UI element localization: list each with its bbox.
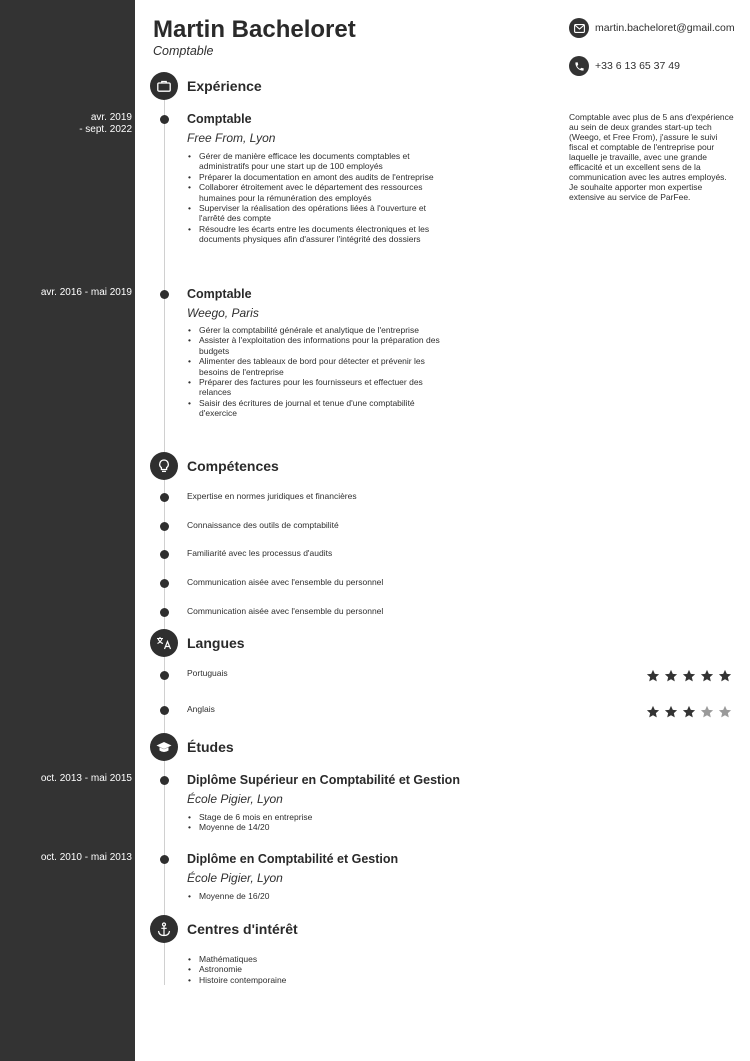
language-name: Portuguais [187, 668, 228, 678]
star-empty-icon [700, 705, 714, 719]
list-item: • Assister à l'exploitation des informations pour la préparation des budgets [187, 335, 442, 356]
list-item: • Moyenne de 16/20 [187, 891, 447, 901]
edu1-date: oct. 2013 - mai 2015 [40, 773, 132, 784]
star-filled-icon [664, 669, 678, 683]
skill-dot [160, 608, 169, 617]
edu2-school: École Pigier, Lyon [187, 871, 283, 885]
star-empty-icon [718, 705, 732, 719]
list-item: • Mathématiques [187, 954, 447, 964]
list-item: • Saisir des écritures de journal et tenue d'une comptabilité d'exercice [187, 398, 442, 419]
skill-dot [160, 579, 169, 588]
edu2-bullets [187, 891, 447, 901]
skill-dot [160, 522, 169, 531]
phone-number[interactable]: +33 6 13 65 37 49 [595, 60, 680, 72]
list-item: • Préparer des factures pour les fournisseurs et effectuer des relances [187, 377, 442, 398]
language-dot [160, 706, 169, 715]
exp2-title: Comptable [187, 287, 252, 301]
skill-dot [160, 550, 169, 559]
skill-item: Connaissance des outils de comptabilité [187, 520, 339, 530]
exp1-company: Free From, Lyon [187, 131, 276, 145]
lightbulb-icon [150, 452, 178, 480]
briefcase-icon [150, 72, 178, 100]
language-dot [160, 671, 169, 680]
timeline-line [164, 100, 165, 985]
edu1-school: École Pigier, Lyon [187, 792, 283, 806]
list-item: • Superviser la réalisation des opérations liées à l'ouverture et l'arrêté des compte [187, 203, 449, 224]
list-item: • Gérer la comptabilité générale et analytique de l'entreprise [187, 325, 442, 335]
edu2-timeline-dot [160, 855, 169, 864]
list-item: • Préparer la documentation en amont des audits de l'entreprise [187, 172, 449, 182]
languages-heading: Langues [187, 635, 245, 651]
list-item: • Alimenter des tableaux de bord pour détecter et prévenir les besoins de l'entreprise [187, 356, 442, 377]
list-item: • Astronomie [187, 964, 447, 974]
star-filled-icon [646, 669, 660, 683]
candidate-name: Martin Bacheloret [153, 16, 356, 43]
profile-summary: Comptable avec plus de 5 ans d'expérience au sein de deux grandes start-up tech (Weego, et Free From), j'assure le suivi fiscal et comptable de l'entreprise pour laquelle je travaille, avec une grande efficacité et un excellent sens de la communication avec les autres employés. Je souhaite apporter mon expertise extensive au service de ParFee. [569, 112, 734, 202]
translate-icon [150, 629, 178, 657]
list-item: • Collaborer étroitement avec le département des ressources humaines pour la rémunération des employés [187, 182, 449, 203]
skill-item: Expertise en normes juridiques et financières [187, 491, 357, 501]
star-filled-icon [664, 705, 678, 719]
star-filled-icon [718, 669, 732, 683]
list-item: • Stage de 6 mois en entreprise [187, 812, 447, 822]
exp1-timeline-dot [160, 115, 169, 124]
star-filled-icon [646, 705, 660, 719]
edu2-title: Diplôme en Comptabilité et Gestion [187, 852, 399, 866]
interests-list [187, 954, 447, 985]
list-item: • Résoudre les écarts entre les documents électroniques et les documents physiques afin d'assurer l'intégrité des dossiers [187, 224, 449, 245]
interests-heading: Centres d'intérêt [187, 921, 298, 937]
skill-dot [160, 493, 169, 502]
list-item: • Gérer de manière efficace les documents comptables et administratifs pour une start up de 100 employés [187, 151, 449, 172]
skill-item: Communication aisée avec l'ensemble du personnel [187, 606, 384, 616]
edu2-date: oct. 2010 - mai 2013 [40, 852, 132, 863]
star-filled-icon [682, 669, 696, 683]
language-name: Anglais [187, 704, 215, 714]
left-sidebar [0, 0, 135, 1061]
email-address[interactable]: martin.bacheloret@gmail.com [595, 22, 735, 34]
edu1-bullets [187, 812, 447, 833]
exp1-title: Comptable [187, 112, 252, 126]
exp2-company: Weego, Paris [187, 306, 259, 320]
exp2-bullets [187, 325, 442, 419]
skills-heading: Compétences [187, 458, 279, 474]
exp2-timeline-dot [160, 290, 169, 299]
education-heading: Études [187, 739, 234, 755]
language-rating-stars [642, 705, 732, 719]
exp1-bullets [187, 151, 449, 245]
exp2-date: avr. 2016 - mai 2019 [40, 287, 132, 298]
experience-heading: Expérience [187, 78, 262, 94]
list-item: • Moyenne de 14/20 [187, 822, 447, 832]
edu1-timeline-dot [160, 776, 169, 785]
email-icon [569, 18, 589, 38]
star-filled-icon [700, 669, 714, 683]
exp1-date-end: - sept. 2022 [79, 124, 132, 135]
skill-item: Communication aisée avec l'ensemble du personnel [187, 577, 384, 587]
edu1-title: Diplôme Supérieur en Comptabilité et Gestion [187, 773, 460, 787]
candidate-title: Comptable [153, 44, 214, 58]
list-item: • Histoire contemporaine [187, 975, 447, 985]
star-filled-icon [682, 705, 696, 719]
exp1-date-start: avr. 2019 [90, 112, 132, 123]
language-rating-stars [642, 669, 732, 683]
phone-icon [569, 56, 589, 76]
skill-item: Familiarité avec les processus d'audits [187, 548, 333, 558]
graduation-cap-icon [150, 733, 178, 761]
anchor-icon [150, 915, 178, 943]
